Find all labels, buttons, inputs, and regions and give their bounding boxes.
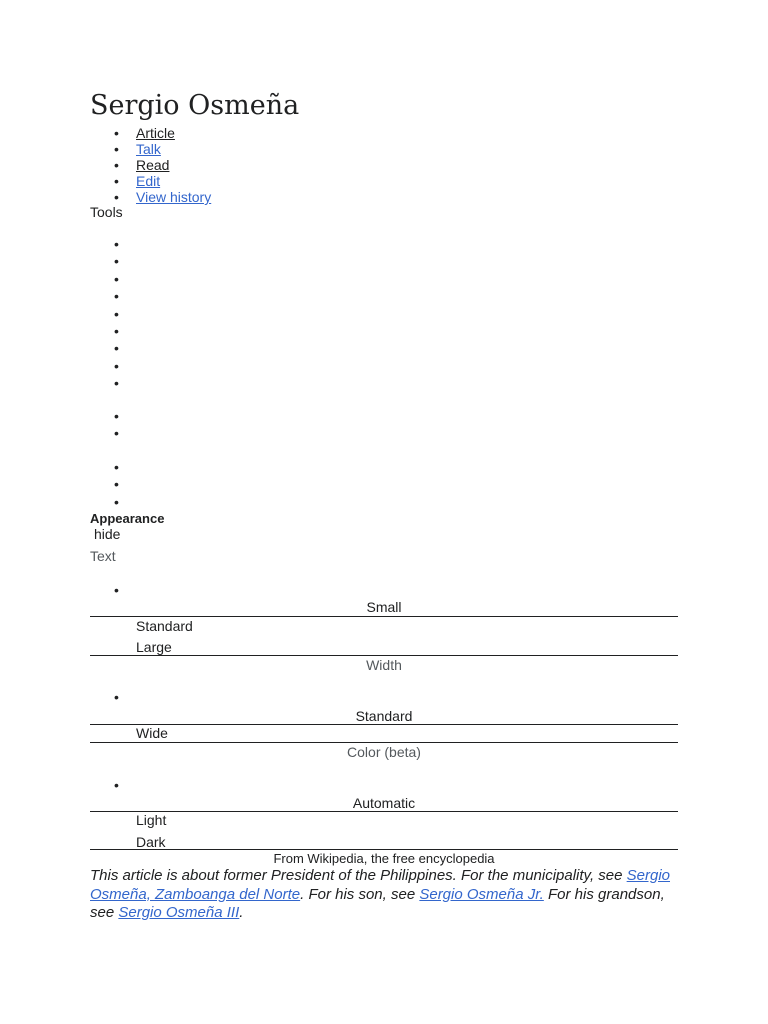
tab-talk-item bbox=[136, 141, 211, 157]
divider bbox=[90, 616, 678, 617]
text-size-large-option[interactable]: Large bbox=[136, 639, 172, 655]
tab-read[interactable]: Read bbox=[136, 157, 170, 173]
tab-read-item bbox=[136, 157, 211, 173]
tab-edit-item bbox=[136, 173, 211, 189]
color-automatic-option[interactable]: Automatic bbox=[352, 795, 416, 811]
site-tagline: From Wikipedia, the free encyclopedia bbox=[273, 851, 495, 866]
width-standard-option[interactable]: Standard bbox=[355, 708, 413, 724]
hatnote-text: For his grandson, see bbox=[90, 885, 665, 921]
tab-edit[interactable]: Edit bbox=[136, 173, 161, 189]
hatnote-text: . bbox=[239, 904, 244, 921]
color-light-option[interactable]: Light bbox=[136, 812, 167, 828]
divider bbox=[90, 655, 678, 656]
hatnote-text: This article is about former President of the Philippines. For the municipality, see bbox=[90, 867, 627, 884]
tools-dropdown-toggle[interactable]: Tools bbox=[90, 204, 123, 220]
hatnote-text: . For his son, see bbox=[300, 885, 420, 903]
divider bbox=[90, 849, 678, 850]
page-views-menu bbox=[136, 125, 211, 205]
tab-article[interactable]: Article bbox=[136, 125, 175, 141]
tab-view-history[interactable]: View history bbox=[136, 189, 212, 205]
page-title: Sergio Osmeña bbox=[90, 90, 300, 121]
divider bbox=[90, 724, 678, 725]
tab-history-item bbox=[136, 189, 211, 205]
appearance-heading: Appearance bbox=[90, 511, 165, 526]
tab-article-item bbox=[136, 125, 211, 141]
text-size-standard-option[interactable]: Standard bbox=[136, 618, 193, 634]
text-size-label: Text bbox=[90, 548, 116, 564]
text-size-small-option[interactable]: Small bbox=[366, 599, 402, 615]
link-sergio-osmena-zamboanga[interactable]: Sergio Osmeña, Zamboanga del Norte bbox=[90, 867, 670, 903]
divider bbox=[90, 742, 678, 743]
divider bbox=[90, 811, 678, 812]
link-sergio-osmena-jr[interactable]: Sergio Osmeña Jr. bbox=[419, 885, 544, 903]
hatnote bbox=[90, 867, 678, 923]
width-wide-option[interactable]: Wide bbox=[136, 725, 168, 741]
color-label: Color (beta) bbox=[347, 744, 421, 760]
tab-talk[interactable]: Talk bbox=[136, 141, 161, 157]
appearance-hide-button[interactable]: hide bbox=[94, 526, 121, 542]
color-dark-option[interactable]: Dark bbox=[136, 834, 166, 850]
width-label: Width bbox=[366, 657, 402, 673]
link-sergio-osmena-iii[interactable]: Sergio Osmeña III bbox=[118, 904, 240, 921]
